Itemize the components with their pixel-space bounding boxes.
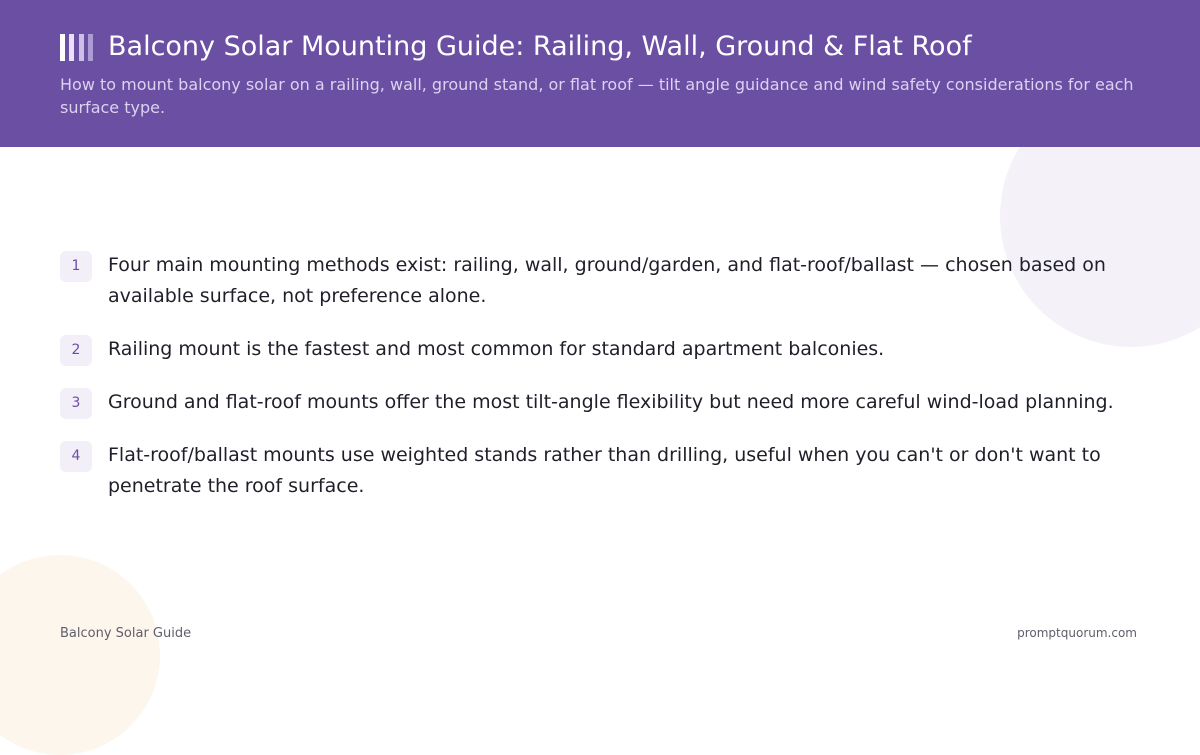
page-title: Balcony Solar Mounting Guide: Railing, Wall, Ground & Flat Roof bbox=[108, 31, 972, 62]
item-number-badge: 1 bbox=[60, 251, 92, 282]
logo-bar bbox=[88, 34, 93, 61]
footer-url: promptquorum.com bbox=[1017, 626, 1137, 640]
item-text: Four main mounting methods exist: railing, wall, ground/garden, and flat-roof/ballast — chosen based on available surface, not preference alone. bbox=[108, 254, 1106, 307]
item-number-badge: 4 bbox=[60, 441, 92, 472]
item-number-badge: 3 bbox=[60, 388, 92, 419]
header-banner bbox=[0, 0, 1200, 147]
list-item bbox=[60, 334, 1190, 365]
list-item bbox=[60, 387, 1190, 418]
vertical-bars-logo-icon bbox=[60, 34, 94, 61]
item-text: Flat-roof/ballast mounts use weighted stands rather than drilling, useful when you can't or don't want to penetrate the roof surface. bbox=[108, 444, 1101, 497]
list-item bbox=[60, 250, 1190, 312]
item-text: Railing mount is the fastest and most common for standard apartment balconies. bbox=[108, 338, 885, 360]
logo-bar bbox=[69, 34, 74, 61]
decorative-circle-bottom bbox=[0, 555, 160, 755]
page-subtitle: How to mount balcony solar on a railing, wall, ground stand, or flat roof — tilt angle guidance and wind safety considerations for each surface type. bbox=[60, 75, 1134, 117]
logo-bar bbox=[60, 34, 65, 61]
item-text: Ground and flat-roof mounts offer the most tilt-angle flexibility but need more careful wind-load planning. bbox=[108, 391, 1114, 413]
footer-brand: Balcony Solar Guide bbox=[60, 626, 192, 641]
logo-bar bbox=[79, 34, 84, 61]
key-points-list bbox=[60, 250, 1190, 524]
list-item bbox=[60, 440, 1190, 502]
item-number-badge: 2 bbox=[60, 335, 92, 366]
